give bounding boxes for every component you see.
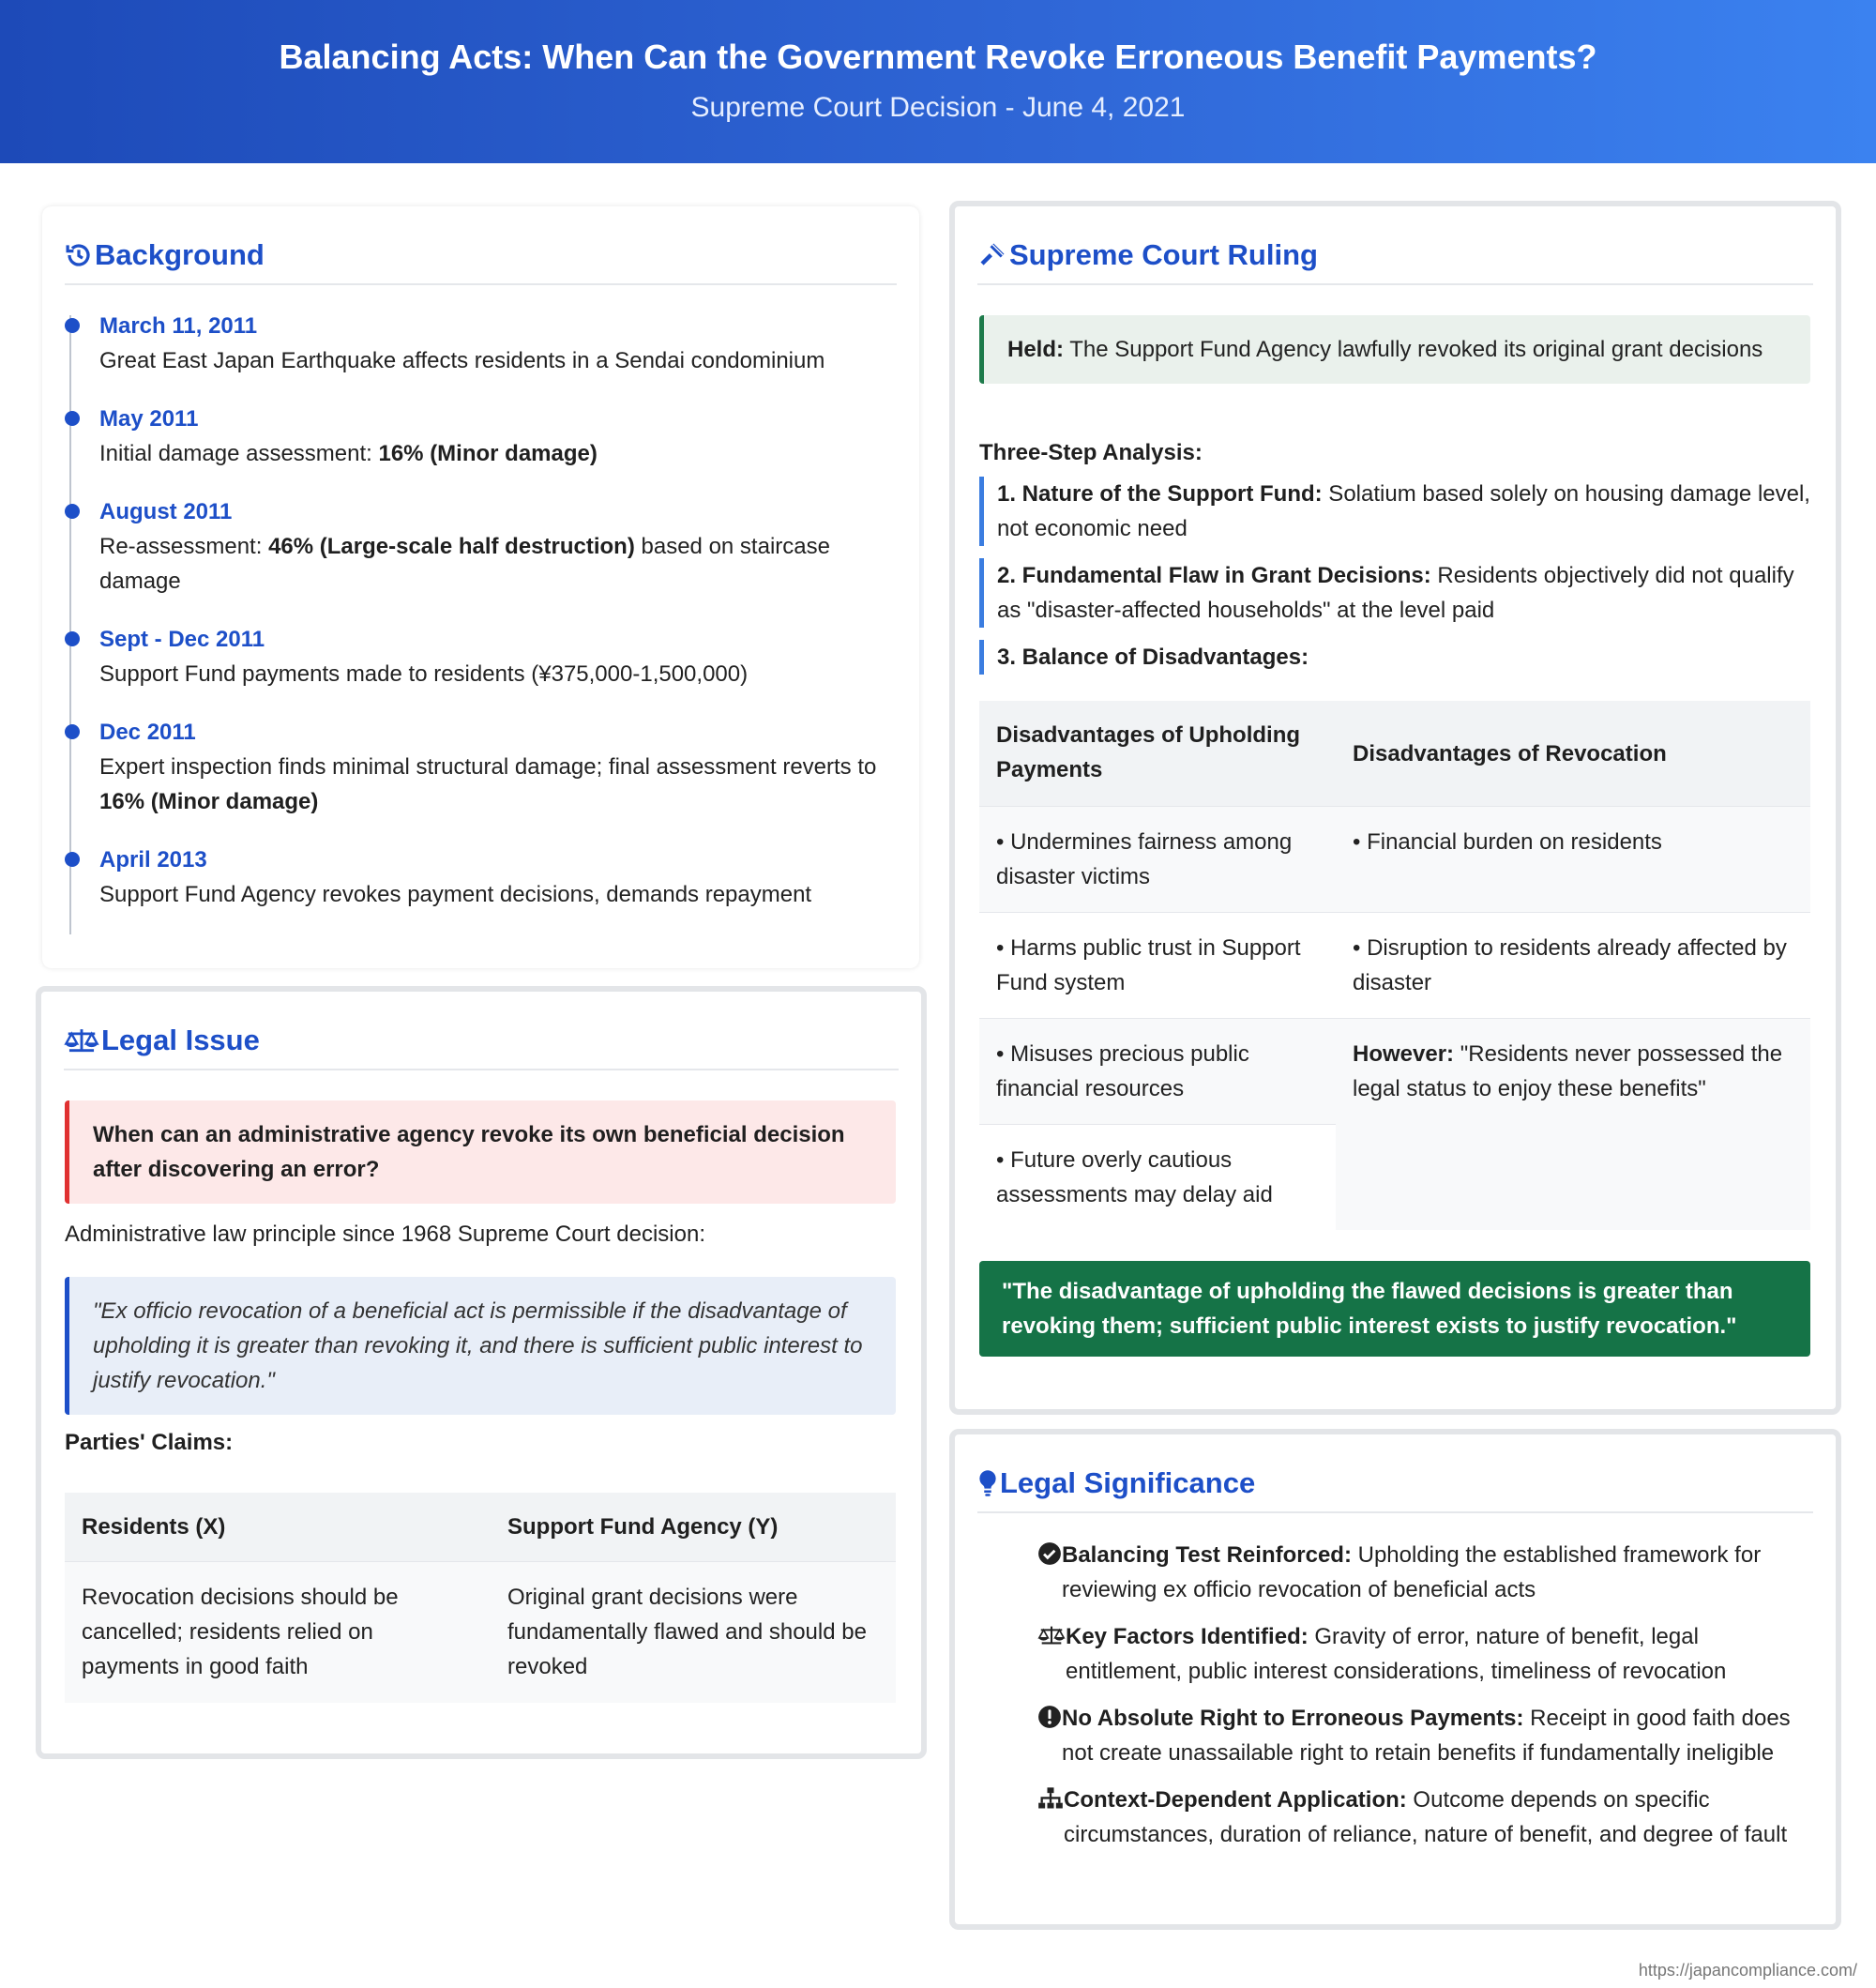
significance-text xyxy=(1037,1783,1807,1852)
header-revocation: Disadvantages of Revocation xyxy=(1336,701,1810,807)
timeline-item xyxy=(65,495,890,599)
timeline-text-part: Initial damage assessment: xyxy=(99,441,379,466)
claims-header-residents: Residents (X) xyxy=(65,1493,491,1562)
significance-item xyxy=(1037,1701,1807,1770)
page-header xyxy=(0,0,1876,163)
sitemap-icon xyxy=(1037,1786,1064,1811)
page-title: Balancing Acts: When Can the Government Revoke Erroneous Benefit Payments? xyxy=(279,38,1597,76)
upholding-cell: • Harms public trust in Support Fund system xyxy=(979,913,1336,1019)
significance-item xyxy=(1037,1538,1807,1607)
significance-label: Balancing Test Reinforced: xyxy=(1062,1542,1352,1568)
held-callout xyxy=(979,315,1810,384)
timeline-item xyxy=(65,402,890,471)
legal-issue-card xyxy=(36,986,927,1759)
upholding-cell: • Undermines fairness among disaster victims xyxy=(979,807,1336,913)
timeline-item xyxy=(65,623,890,691)
ruling-heading xyxy=(977,227,1813,285)
timeline xyxy=(65,310,890,936)
held-label: Held: xyxy=(1007,337,1064,362)
timeline-text-part: Re-assessment: xyxy=(99,534,269,559)
timeline-dot xyxy=(65,852,80,867)
timeline-text: Great East Japan Earthquake affects residents in a Sendai condominium xyxy=(99,348,825,373)
ruling-card xyxy=(949,201,1841,1415)
background-title: Background xyxy=(95,238,265,271)
significance-detail: Receipt in good faith does not create unassailable right to retain benefits if fundamentally ineligible xyxy=(1062,1706,1791,1766)
ruling-title: Supreme Court Ruling xyxy=(1009,238,1318,271)
background-heading xyxy=(65,227,897,285)
timeline-text xyxy=(99,529,890,599)
disadvantages-row xyxy=(979,807,1810,913)
exclamation-circle-icon xyxy=(1037,1705,1062,1729)
check-circle-icon xyxy=(1037,1541,1062,1566)
legal-issue-title: Legal Issue xyxy=(101,1024,260,1056)
held-text: The Support Fund Agency lawfully revoked its original grant decisions xyxy=(1064,337,1763,362)
principle-quote: "Ex officio revocation of a beneficial act is permissible if the disadvantage of upholding it is greater than revoking it, and there is sufficient public interest to justify revocation." xyxy=(65,1277,896,1415)
principle-intro: Administrative law principle since 1968 Supreme Court decision: xyxy=(65,1222,705,1247)
significance-label: Context-Dependent Application: xyxy=(1064,1787,1407,1813)
significance-text xyxy=(1037,1619,1807,1689)
claims-table xyxy=(65,1493,896,1703)
header-upholding: Disadvantages of Upholding Payments xyxy=(979,701,1336,807)
timeline-item xyxy=(65,716,890,819)
significance-item xyxy=(1037,1783,1807,1852)
significance-detail: Gravity of error, nature of benefit, legal entitlement, public interest considerations, timeliness of revocation xyxy=(1066,1624,1727,1684)
significance-detail: Upholding the established framework for reviewing ex officio revocation of beneficial acts xyxy=(1062,1542,1762,1602)
claims-header-agency: Support Fund Agency (Y) xyxy=(491,1493,896,1562)
footer-url: https://japancompliance.com/ xyxy=(1638,1961,1857,1980)
timeline-text-bold: 16% (Minor damage) xyxy=(99,789,319,814)
however-label: However: xyxy=(1353,1041,1455,1067)
step-label: 3. Balance of Disadvantages: xyxy=(997,645,1309,670)
timeline-item xyxy=(65,843,890,912)
significance-text xyxy=(1037,1701,1807,1770)
however-text: "Residents never possessed the legal status to enjoy these benefits" xyxy=(1353,1041,1783,1101)
significance-label: Key Factors Identified: xyxy=(1066,1624,1309,1649)
analysis-step xyxy=(979,640,1810,675)
scale-icon xyxy=(1037,1623,1066,1647)
timeline-date: April 2013 xyxy=(99,847,207,873)
timeline-date: March 11, 2011 xyxy=(99,313,258,339)
claims-row xyxy=(65,1562,896,1704)
timeline-text: Support Fund payments made to residents (¥375,000-1,500,000) xyxy=(99,661,749,687)
timeline-dot xyxy=(65,318,80,333)
disadvantages-header-row xyxy=(979,701,1810,807)
significance-label: No Absolute Right to Erroneous Payments: xyxy=(1062,1706,1524,1731)
timeline-text-bold: 16% (Minor damage) xyxy=(378,441,598,466)
claims-label: Parties' Claims: xyxy=(65,1430,234,1455)
however-cell xyxy=(1336,1019,1810,1231)
timeline-item xyxy=(65,310,890,378)
timeline-date: Dec 2011 xyxy=(99,720,196,745)
conclusion-banner: "The disadvantage of upholding the flawed decisions is greater than revoking them; sufficient public interest exists to justify revocation." xyxy=(979,1261,1810,1357)
timeline-text xyxy=(99,436,890,471)
gavel-icon xyxy=(977,241,1007,269)
analysis-step xyxy=(979,558,1810,628)
legal-issue-heading xyxy=(64,1012,899,1070)
disadvantages-table xyxy=(979,701,1810,1230)
timeline-dot xyxy=(65,724,80,739)
claims-cell-residents: Revocation decisions should be cancelled; residents relied on payments in good faith xyxy=(65,1562,491,1704)
upholding-cell: • Future overly cautious assessments may delay aid xyxy=(979,1125,1336,1231)
step-text: Solatium based solely on housing damage level, not economic need xyxy=(997,481,1810,541)
timeline-text: Support Fund Agency revokes payment decisions, demands repayment xyxy=(99,882,812,907)
upholding-cell: • Misuses precious public financial resources xyxy=(979,1019,1336,1125)
timeline-dot xyxy=(65,504,80,519)
step-label: 2. Fundamental Flaw in Grant Decisions: xyxy=(997,563,1431,588)
timeline-date: May 2011 xyxy=(99,406,199,432)
step-text: Residents objectively did not qualify as "disaster-affected households" at the level paid xyxy=(997,563,1794,623)
significance-text xyxy=(1037,1538,1807,1607)
background-card xyxy=(42,206,919,968)
disadvantages-row xyxy=(979,913,1810,1019)
scale-icon xyxy=(64,1026,99,1055)
timeline-text-part: Expert inspection finds minimal structural damage; final assessment reverts to xyxy=(99,754,877,780)
timeline-text-bold: 46% (Large-scale half destruction) xyxy=(268,534,635,559)
step-label: 1. Nature of the Support Fund: xyxy=(997,481,1323,507)
lightbulb-icon xyxy=(977,1469,998,1497)
timeline-dot xyxy=(65,411,80,426)
significance-item xyxy=(1037,1619,1807,1689)
timeline-date: Sept - Dec 2011 xyxy=(99,627,265,652)
significance-detail: Outcome depends on specific circumstances, duration of reliance, nature of benefit, and degree of fault xyxy=(1064,1787,1788,1847)
significance-card xyxy=(949,1429,1841,1930)
claims-cell-agency: Original grant decisions were fundamentally flawed and should be revoked xyxy=(491,1562,896,1704)
timeline-text-part: based on staircase damage xyxy=(99,534,830,594)
page-subtitle: Supreme Court Decision - June 4, 2021 xyxy=(690,92,1186,123)
significance-title: Legal Significance xyxy=(1000,1466,1256,1499)
legal-question-callout: When can an administrative agency revoke its own beneficial decision after discovering an error? xyxy=(65,1100,896,1204)
analysis-step xyxy=(979,477,1810,546)
claims-header-row xyxy=(65,1493,896,1562)
timeline-dot xyxy=(65,631,80,646)
revocation-cell: • Financial burden on residents xyxy=(1336,807,1810,913)
significance-heading xyxy=(977,1455,1813,1513)
timeline-text xyxy=(99,750,890,819)
disadvantages-row xyxy=(979,1019,1810,1125)
revocation-cell: • Disruption to residents already affected by disaster xyxy=(1336,913,1810,1019)
analysis-label: Three-Step Analysis: xyxy=(979,440,1203,465)
timeline-date: August 2011 xyxy=(99,499,233,524)
history-icon xyxy=(65,241,93,269)
